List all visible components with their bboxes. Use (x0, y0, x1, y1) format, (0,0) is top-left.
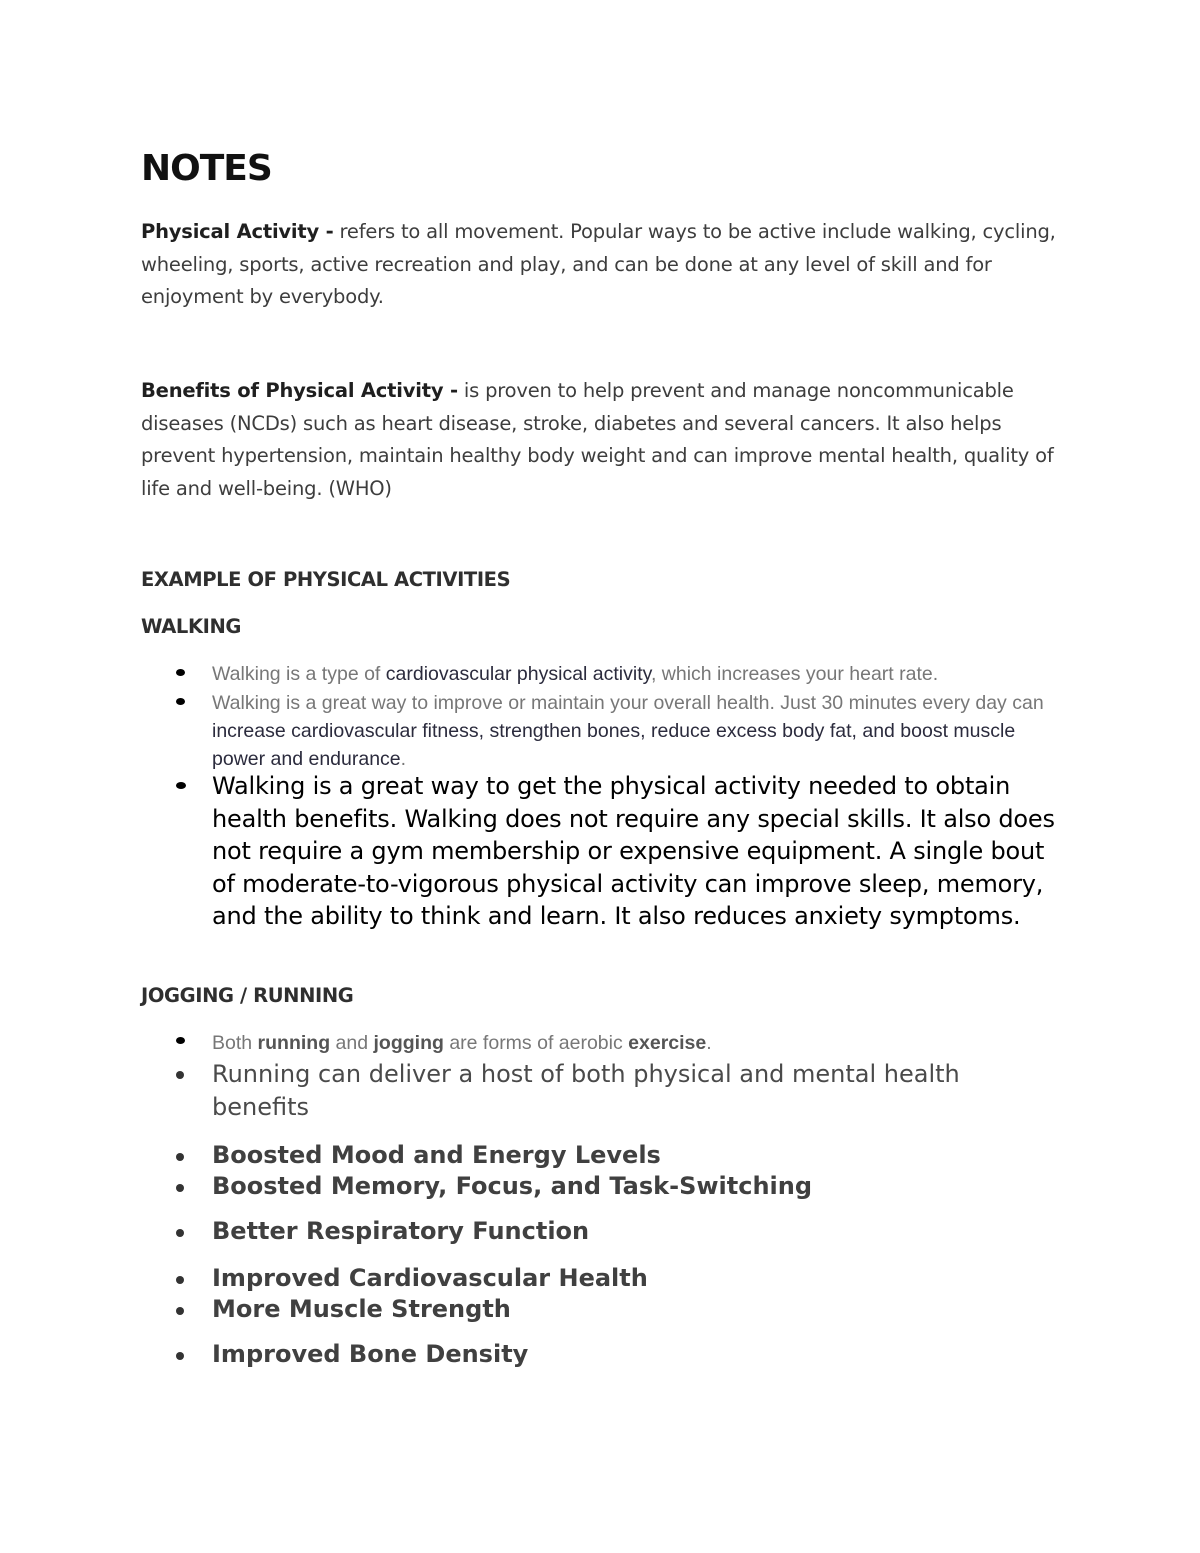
benefits-definition: is proven to help prevent and manage noncommunicable diseases (NCDs) such as heart disease, stroke, diabetes and several cancers. It also helps prevent hypertension, maintain healthy body weight and can improve mental health, quality of life and well-being. (WHO) (141, 379, 1054, 500)
walking-list-2 (141, 689, 1061, 773)
jogging-list-2 (141, 1058, 1061, 1124)
benefits-paragraph (141, 375, 1061, 505)
bullet-icon (176, 1153, 184, 1161)
bullet-icon (176, 1037, 185, 1044)
list-item (141, 1171, 1061, 1202)
list-item (141, 660, 1061, 688)
jogging-bullet1-text-a: Both (212, 1032, 258, 1054)
bullet-icon (176, 1071, 184, 1079)
list-item (141, 1339, 1061, 1370)
jogging-bullet1-text-g: . (706, 1032, 712, 1054)
jogging-bullet1-text-e: are forms of aerobic (443, 1032, 629, 1054)
example-heading: EXAMPLE OF PHYSICAL ACTIVITIES (141, 568, 511, 591)
benefit-mood: Boosted Mood and Energy Levels (212, 1141, 661, 1169)
bullet-icon (176, 1184, 184, 1192)
walking-heading: WALKING (141, 615, 242, 638)
list-item (141, 689, 1061, 773)
list-item (141, 1263, 1061, 1294)
walking-bullet1-text-a: Walking is a type of (212, 663, 386, 685)
benefit-respiratory: Better Respiratory Function (212, 1217, 590, 1245)
walking-bullet3-text: Walking is a great way to get the physical activity needed to obtain health benefits. Walking does not require any special skills. It also does not require a gym membership or expensive equipment. A single bout of moderate-to-vigorous physical activity can improve sleep, memory, and the ability to think and learn. It also reduces anxiety symptoms. (212, 772, 1055, 930)
benefits-list-1 (141, 1140, 1061, 1202)
jogging-heading: JOGGING / RUNNING (141, 984, 354, 1007)
benefits-list-2 (141, 1216, 1061, 1247)
jogging-bullet2-text: Running can deliver a host of both physical and mental health benefits (212, 1060, 960, 1121)
list-item (141, 1029, 1061, 1057)
physical-activity-paragraph (141, 216, 1061, 314)
page-title: NOTES (141, 148, 272, 189)
bullet-icon (176, 698, 185, 705)
bullet-icon (176, 782, 186, 789)
physical-activity-definition: refers to all movement. Popular ways to be active include walking, cycling, wheeling, sports, active recreation and play, and can be done at any level of skill and for enjoyment by everybody. (141, 220, 1056, 308)
jogging-bullet1-jogging: jogging (373, 1032, 444, 1054)
benefit-cardiovascular: Improved Cardiovascular Health (212, 1264, 648, 1292)
bullet-icon (176, 1276, 184, 1284)
walking-list-3 (141, 770, 1061, 933)
walking-bullet2-text-c: . (400, 748, 407, 770)
benefit-muscle: More Muscle Strength (212, 1295, 511, 1323)
bullet-icon (176, 1229, 184, 1237)
list-item (141, 1216, 1061, 1247)
bullet-icon (176, 669, 185, 676)
bullet-icon (176, 1307, 184, 1315)
walking-bullet1-text-c: , which increases your heart rate. (650, 663, 939, 685)
walking-list-1 (141, 660, 1061, 688)
walking-bullet2-text-a: Walking is a great way to improve or maintain your overall health. Just 30 minutes every day can (212, 692, 1044, 714)
jogging-bullet1-exercise: exercise (628, 1032, 707, 1054)
benefit-bone: Improved Bone Density (212, 1340, 529, 1368)
physical-activity-term: Physical Activity - (141, 220, 334, 243)
list-item (141, 1058, 1061, 1124)
jogging-bullet1-text-c: and (330, 1032, 374, 1054)
walking-bullet2-emphasis: increase cardiovascular fitness, strengthen bones, reduce excess body fat, and boost muscle power and endurance (212, 720, 1016, 770)
list-item (141, 1294, 1061, 1325)
benefit-memory: Boosted Memory, Focus, and Task-Switching (212, 1172, 813, 1200)
list-item (141, 770, 1061, 933)
walking-bullet1-link: cardiovascular physical activity (385, 663, 651, 685)
benefits-list-4 (141, 1339, 1061, 1370)
benefits-list-3 (141, 1263, 1061, 1325)
list-item (141, 1140, 1061, 1171)
jogging-bullet1-running: running (257, 1032, 331, 1054)
jogging-list-1 (141, 1029, 1061, 1057)
bullet-icon (176, 1352, 184, 1360)
benefits-term: Benefits of Physical Activity - (141, 379, 458, 402)
